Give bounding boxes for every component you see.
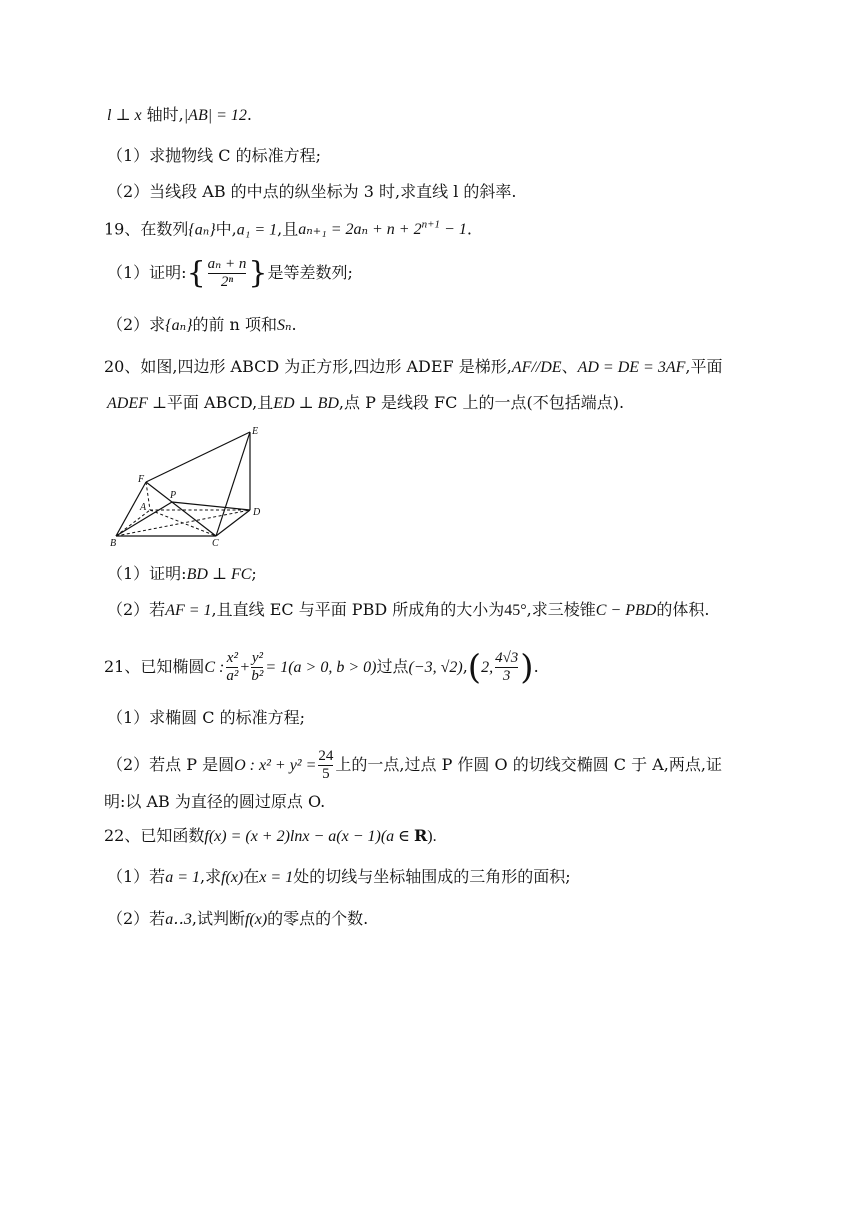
math-fx: f(x) <box>244 911 268 928</box>
label-c: C <box>212 538 219 549</box>
label-p: P <box>170 490 177 501</box>
edge-pd <box>172 502 250 510</box>
q19-part2 <box>107 314 297 337</box>
fraction-circle <box>318 748 333 783</box>
text: . <box>291 315 297 334</box>
fraction-y <box>251 650 263 685</box>
label-b: B <box>110 538 117 549</box>
q19-stem <box>104 214 472 241</box>
math-a-1: a = 1 <box>165 869 200 886</box>
frac-den: 3 <box>495 667 518 685</box>
text: 平面 ABCD,且 <box>166 393 274 412</box>
text: ,试判断 <box>191 909 245 928</box>
q20-stem-2 <box>107 392 624 415</box>
math-ad-de: AD = DE = 3AF <box>577 359 686 376</box>
q21-stem: 21、已知椭圆C : $\frac{\text{x²}}{\text{a²}}$ + $\frac{\text{y²}}{\text{b²}}$ = 1(a > 0, b > 0)过点(−3, √2),(2, $\frac{4√3}{3}$ ). <box>104 647 539 688</box>
geometry-figure <box>108 424 268 549</box>
q20-stem-1 <box>104 356 722 379</box>
q22-part1 <box>107 866 571 889</box>
math-l-perp-x: l ⊥ x <box>107 107 142 124</box>
text: 过点 <box>376 657 409 676</box>
edge-ac <box>150 510 216 536</box>
frac-den: b² <box>251 668 264 684</box>
math-45: 45° <box>504 602 527 619</box>
math-rec-b: − 1 <box>440 221 467 239</box>
frac-num: 4√3 <box>495 650 519 666</box>
line-1 <box>107 104 252 127</box>
math-plus: + <box>240 659 250 676</box>
text: （2）求 <box>107 315 166 334</box>
q21-part2-cont: 明:以 AB 为直径的圆过原点 O. <box>104 792 326 811</box>
q22-stem <box>104 825 437 848</box>
label-f: F <box>138 474 145 485</box>
fraction-pt2 <box>495 650 518 685</box>
text: 上的一点,过点 P 作圆 O 的切线交椭圆 C 于 A,两点,证 <box>335 755 722 774</box>
math-function: f(x) = (x + 2)lnx − a(x − 1)(a ∈ <box>204 828 414 845</box>
math-seq: {aₙ} <box>188 221 216 239</box>
math-c-pbd: C − PBD <box>595 602 657 619</box>
math-sn: Sₙ <box>276 317 292 334</box>
math-close: ). <box>427 828 437 845</box>
math-recurrence <box>298 221 467 238</box>
text: ,且 <box>277 219 299 239</box>
text: ,求三棱锥 <box>526 600 596 619</box>
brace-right: } <box>248 255 268 291</box>
text: （2）若 <box>107 909 166 928</box>
math-ellipse-rhs: = 1(a > 0, b > 0) <box>265 659 377 676</box>
edge-fa <box>146 482 150 510</box>
math-fx: f(x) <box>221 869 244 886</box>
brace-left: { <box>186 255 206 291</box>
q18-part1: （1）求抛物线 C 的标准方程; <box>107 146 321 165</box>
q20-part2 <box>107 599 709 622</box>
q22-part2 <box>107 908 368 931</box>
edge-cd <box>216 510 250 536</box>
text: 20、如图,四边形 ABCD 为正方形,四边形 ADEF 是梯形, <box>104 357 512 376</box>
frac-num: 24 <box>318 748 334 764</box>
math-circle: O : x² + y² = <box>234 757 317 774</box>
fraction <box>208 256 247 291</box>
math-ab-12: |AB| = 12 <box>183 107 247 124</box>
text: 轴时, <box>141 105 184 124</box>
text: 的前 n 项和 <box>192 315 277 334</box>
text: ,点 P 是线段 FC 上的一点(不包括端点). <box>338 393 625 412</box>
math-x-1: x = 1 <box>259 869 294 886</box>
text: （1）证明: <box>107 564 187 583</box>
math-a1: a₁ = 1 <box>236 221 278 239</box>
edge-ba <box>116 510 150 536</box>
frac-num: y² <box>251 650 263 666</box>
text: 19、在数列 <box>104 219 189 239</box>
edge-ec <box>216 432 250 536</box>
label-a: A <box>140 502 147 513</box>
q18-part2: （2）当线段 AB 的中点的纵坐标为 3 时,求直线 l 的斜率. <box>107 182 517 201</box>
text: （1）若 <box>107 867 166 886</box>
frac-den: 2ⁿ <box>208 273 247 291</box>
math-ed-bd: ED ⊥ BD <box>273 395 339 412</box>
math-c: C : <box>204 659 225 676</box>
text: . <box>246 105 253 124</box>
math-rec-a: aₙ₊₁ = 2aₙ + n + 2 <box>298 221 422 239</box>
math-bd-fc: BD ⊥ FC <box>186 566 252 583</box>
text: . <box>466 219 472 239</box>
frac-num: x² <box>226 650 238 666</box>
math-af-1: AF = 1 <box>165 602 212 619</box>
math-adef-perp: ADEF ⊥ <box>107 395 167 412</box>
text: 的体积. <box>656 600 710 619</box>
text: ,求 <box>199 867 222 886</box>
label-e: E <box>252 426 259 437</box>
math-a-3: a‥3 <box>165 911 192 928</box>
text: 处的切线与坐标轴围成的三角形的面积; <box>293 867 571 886</box>
text: 、 <box>561 357 578 376</box>
text: ; <box>251 564 257 583</box>
q21-part1: （1）求椭圆 C 的标准方程; <box>107 708 305 727</box>
q21-part2 <box>107 748 722 783</box>
text: 的零点的个数. <box>267 909 369 928</box>
q19-part1 <box>107 256 353 291</box>
label-d: D <box>253 507 261 518</box>
text: 在 <box>243 867 260 886</box>
fraction-x <box>226 650 238 685</box>
paren-left: ( <box>467 647 482 688</box>
text: ,平面 <box>685 357 723 376</box>
text: （1）证明: <box>107 263 187 282</box>
text: . <box>533 657 539 676</box>
text: ,且直线 EC 与平面 PBD 所成角的大小为 <box>211 600 505 619</box>
text: 中, <box>215 219 237 239</box>
text: 是等差数列; <box>267 263 353 282</box>
math-r: R <box>414 826 428 845</box>
paren-right: ) <box>520 647 534 688</box>
math-point-2a: 2, <box>481 659 494 676</box>
text: （2）若 <box>107 600 166 619</box>
text: （2）若点 P 是圆 <box>107 755 235 774</box>
text: 21、已知椭圆 <box>104 657 205 676</box>
math-seq: {aₙ} <box>165 317 193 334</box>
frac-den: 5 <box>318 765 333 783</box>
edge-fe <box>146 432 250 482</box>
text: 22、已知函数 <box>104 826 205 845</box>
frac-den: a² <box>226 668 239 684</box>
frac-num: aₙ + n <box>207 256 247 272</box>
math-rec-sup: n+1 <box>421 219 441 231</box>
math-point-1: (−3, √2) <box>408 659 463 676</box>
q20-part1 <box>107 563 257 586</box>
math-af-de: AF//DE <box>511 359 562 376</box>
